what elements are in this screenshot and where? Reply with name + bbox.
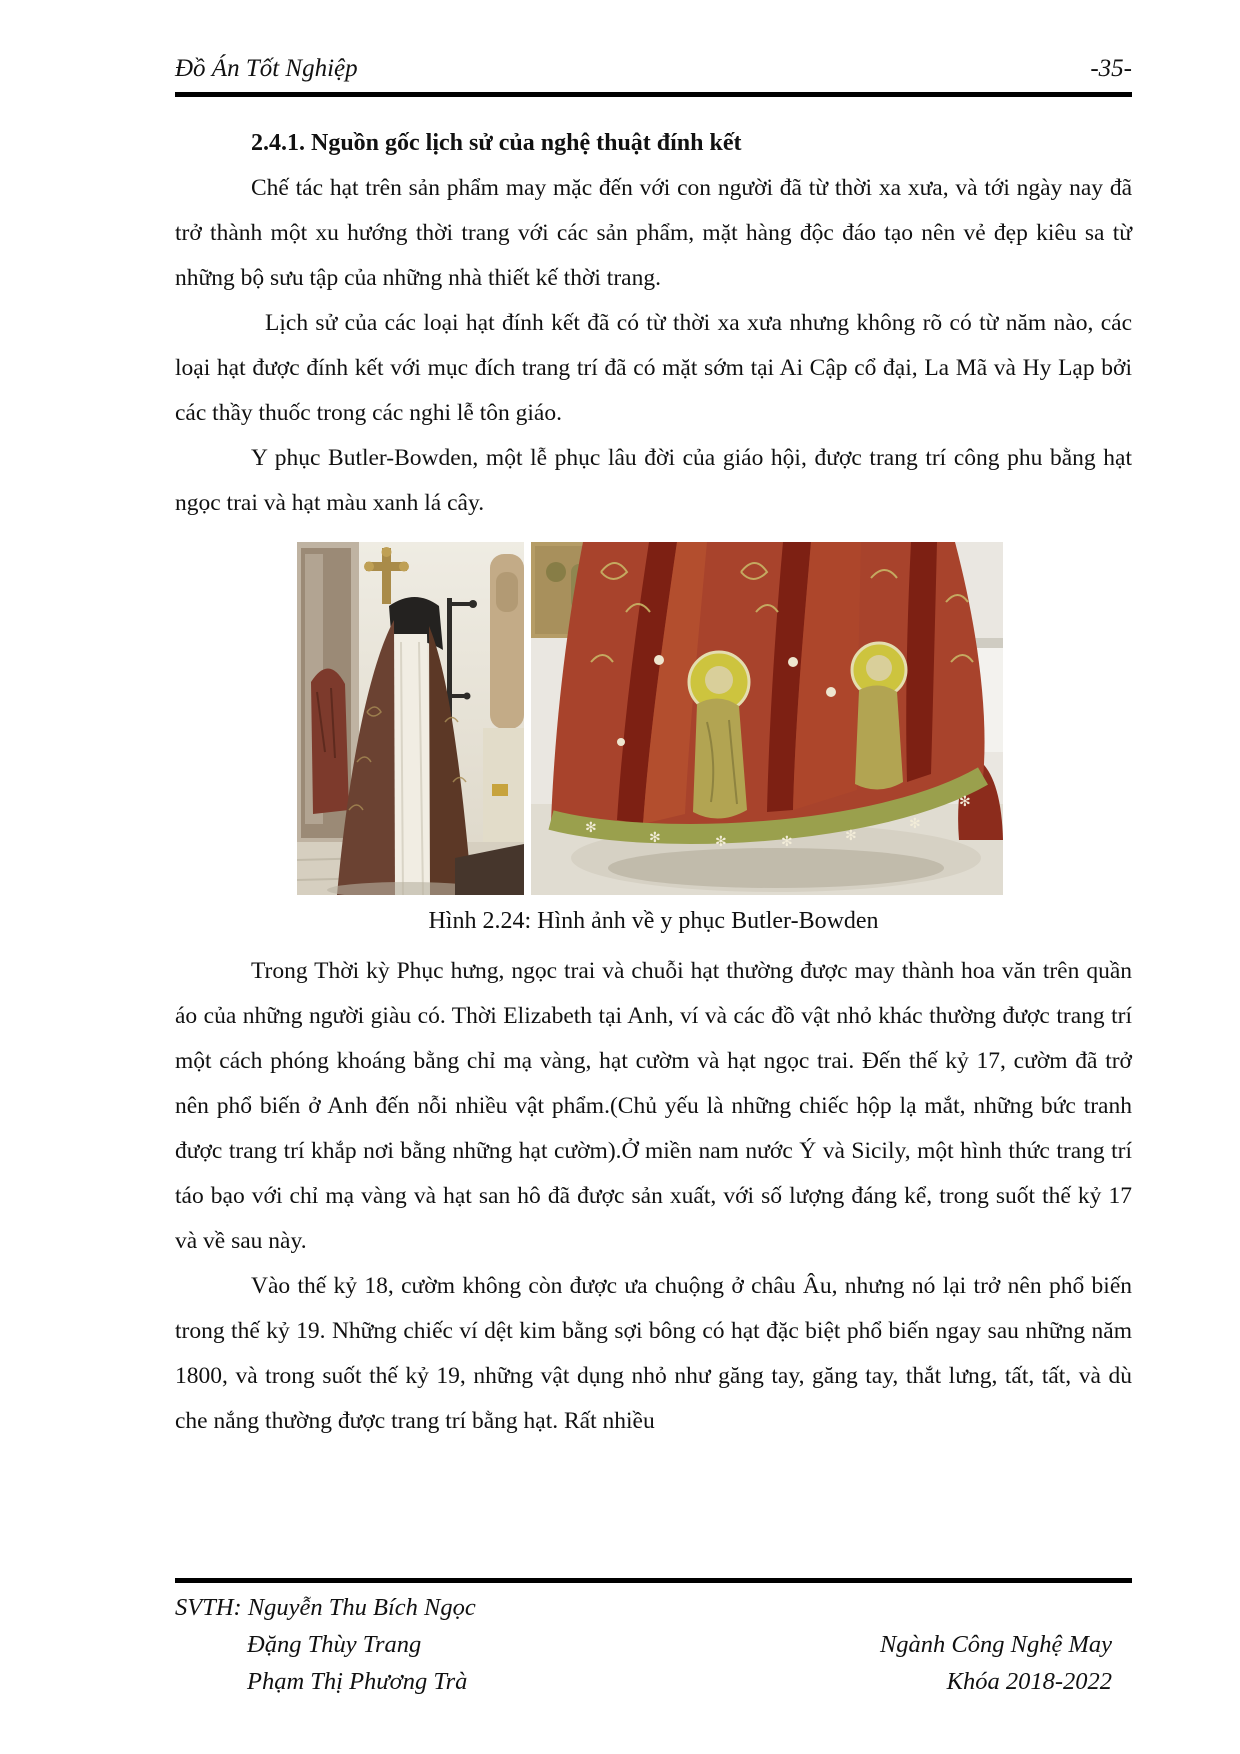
header-title: Đồ Án Tốt Nghiệp — [175, 55, 358, 82]
saint-figure-right — [852, 643, 906, 790]
inner-robe — [391, 634, 433, 895]
footer-student-3: Phạm Thị Phương Trà — [247, 1668, 468, 1695]
svg-text:✻: ✻ — [909, 816, 921, 832]
svg-text:✻: ✻ — [649, 830, 661, 846]
footer-svth: SVTH: Nguyễn Thu Bích Ngọc — [175, 1594, 476, 1621]
paragraph-3: Y phục Butler-Bowden, một lễ phục lâu đời của giáo hội, được trang trí công phu bằng hạt ngọc trai và hạt màu xanh lá cây. — [175, 445, 1132, 516]
cope-full-view-photo — [297, 542, 524, 895]
svg-text:✻: ✻ — [959, 794, 971, 810]
page-header — [175, 52, 1132, 97]
figure-photos — [297, 542, 1132, 895]
svg-text:✻: ✻ — [781, 834, 793, 850]
footer-major: Ngành Công Nghệ May — [879, 1631, 1112, 1658]
cope-hem-detail-photo — [531, 542, 1003, 895]
page-footer — [175, 1578, 1132, 1700]
footer-row-1 — [175, 1589, 1132, 1626]
footer-right-1 — [1112, 1589, 1132, 1626]
footer-row-3 — [175, 1663, 1132, 1700]
paragraph-2: Lịch sử của các loại hạt đính kết đã có từ thời xa xưa nhưng không rõ có từ năm nào, các loại hạt được đính kết với mục đích trang trí đã có mặt sớm tại Ai Cập cổ đại, La Mã và Hy Lạp bởi các thầy thuốc trong các nghi lễ tôn giáo. — [175, 310, 1132, 426]
svg-text:✻: ✻ — [845, 828, 857, 844]
footer-student-2: Đặng Thùy Trang — [247, 1631, 422, 1658]
section-heading: 2.4.1. Nguồn gốc lịch sử của nghệ thuật đính kết — [251, 130, 742, 156]
page-number: -35- — [1090, 55, 1132, 82]
paragraph-5: Vào thế kỷ 18, cườm không còn được ưa chuộng ở châu Âu, nhưng nó lại trở nên phổ biến trong thế kỷ 19. Những chiếc ví dệt kim bằng sợi bông có hạt đặc biệt phổ biến ngay sau những năm 1800, và trong suốt thế kỷ 19, những vật dụng nhỏ như găng tay, găng tay, thắt lưng, tất, tất, và dù che nắng thường được trang trí bằng hạt. Rất nhiều — [175, 1273, 1132, 1434]
svg-text:✻: ✻ — [585, 820, 597, 836]
figure-2-24 — [175, 542, 1132, 941]
saint-figure-left — [689, 652, 749, 819]
svg-text:✻: ✻ — [715, 834, 727, 850]
footer-cohort: Khóa 2018-2022 — [946, 1668, 1112, 1695]
paragraph-1: Chế tác hạt trên sản phẩm may mặc đến với con người đã từ thời xa xưa, và tới ngày nay đã trở thành một xu hướng thời trang với các sản phẩm, mặt hàng độc đáo tạo nên vẻ đẹp kiêu sa từ những bộ sưu tập của những nhà thiết kế thời trang. — [175, 175, 1132, 291]
paragraph-4: Trong Thời kỳ Phục hưng, ngọc trai và chuỗi hạt thường được may thành hoa văn trên quần áo của những người giàu có. Thời Elizabeth tại Anh, ví và các đồ vật nhỏ khác thường được trang trí một cách phóng khoáng bằng chỉ mạ vàng, hạt cườm và hạt ngọc trai. Đến thế kỷ 17, cườm đã trở nên phổ biến ở Anh đến nỗi nhiều vật phẩm.(Chủ yếu là những chiếc hộp lạ mắt, những bức tranh được trang trí khắp nơi bằng những hạt cườm).Ở miền nam nước Ý và Sicily, một hình thức trang trí táo bạo với chỉ mạ vàng và hạt san hô đã được sản xuất, với số lượng đáng kể, trong suốt thế kỷ 17 và về sau này. — [175, 958, 1132, 1254]
figure-caption: Hình 2.24: Hình ảnh về y phục Butler-Bowden — [428, 908, 879, 934]
footer-row-2 — [175, 1626, 1132, 1663]
